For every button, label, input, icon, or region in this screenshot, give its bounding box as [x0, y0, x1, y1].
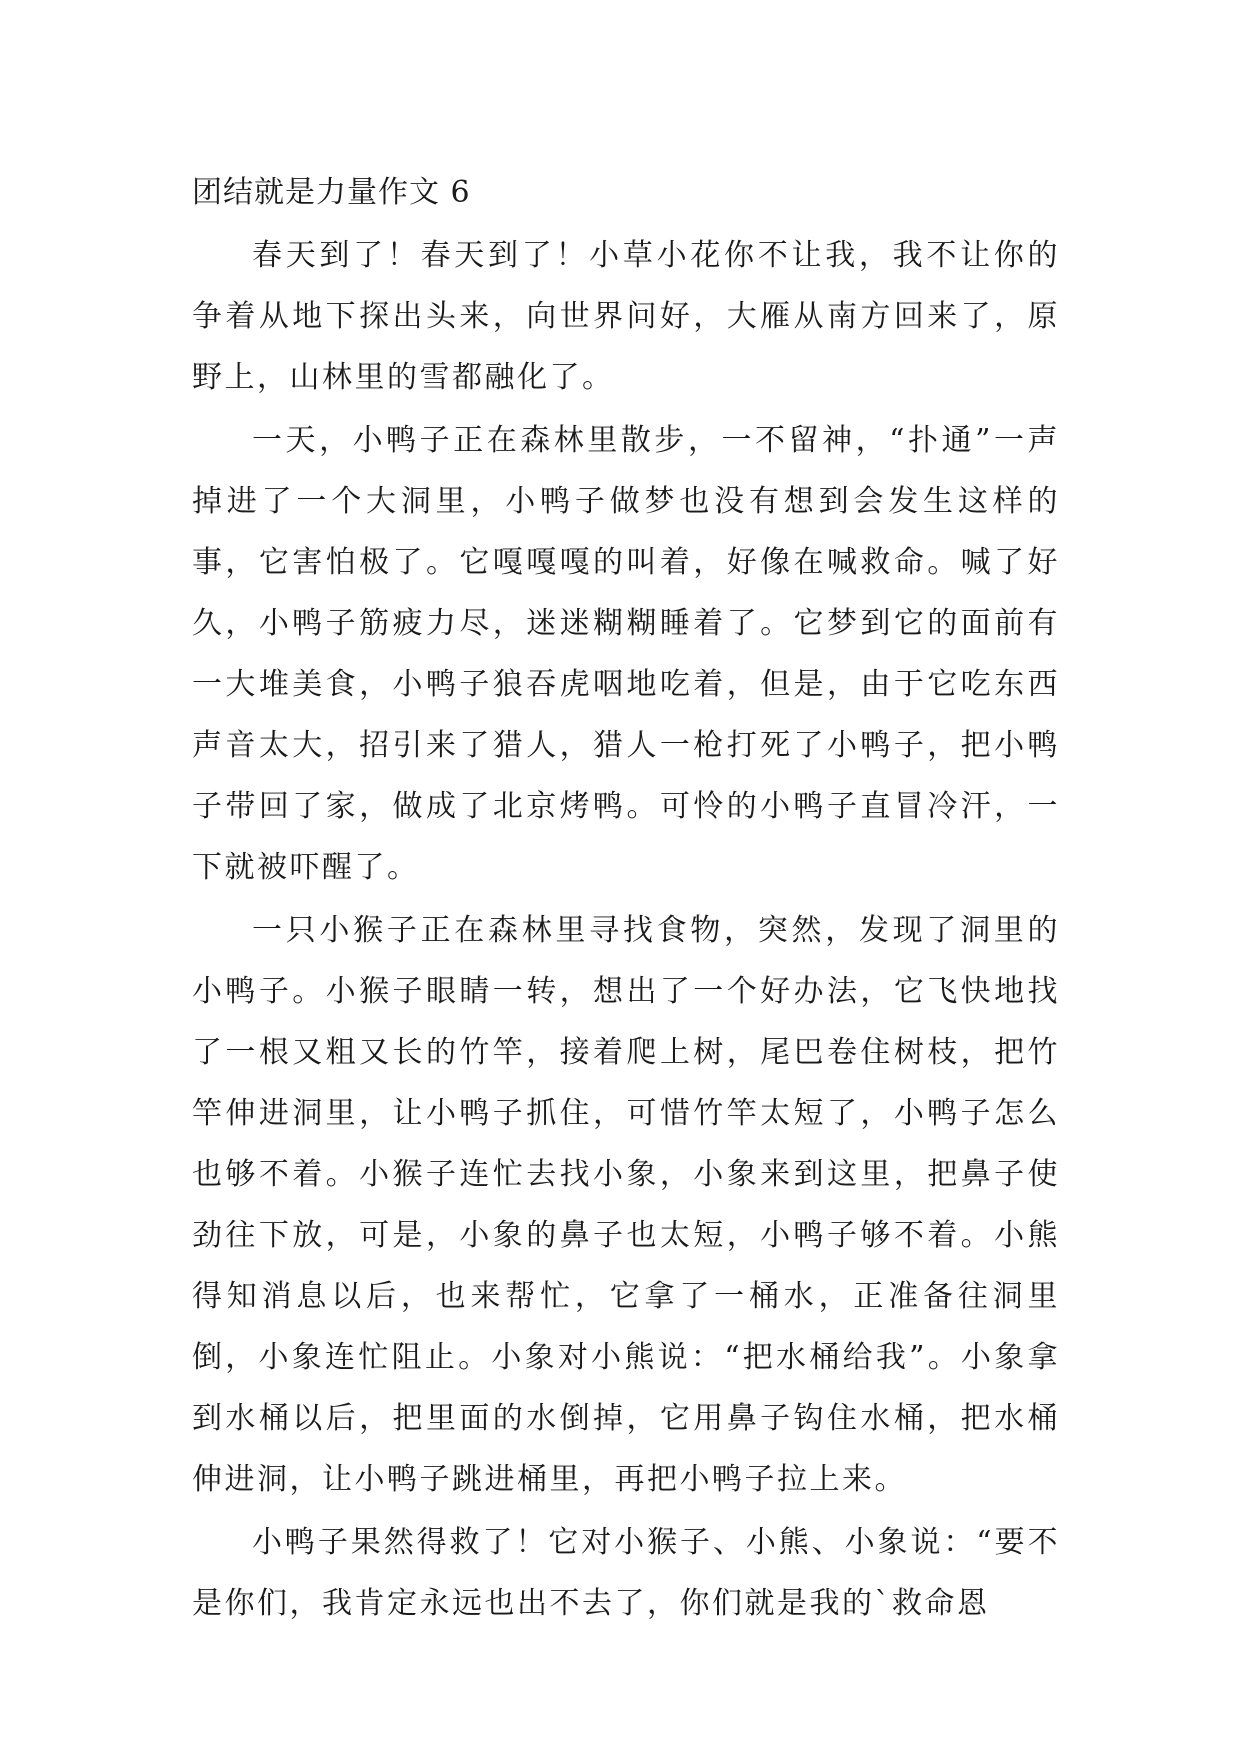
document-body	[192, 162, 1060, 1636]
paragraph-3: 一只小猴子正在森林里寻找食物，突然，发现了洞里的小鸭子。小猴子眼睛一转，想出了一个好办法，它飞快地找了一根又粗又长的竹竿，接着爬上树，尾巴卷住树枝，把竹竿伸进洞里，让小鸭子抓住，可惜竹竿太短了，小鸭子怎么也够不着。小猴子连忙去找小象，小象来到这里，把鼻子使劲往下放，可是，小象的鼻子也太短，小鸭子够不着。小熊得知消息以后，也来帮忙，它拿了一桶水，正准备往洞里倒，小象连忙阻止。小象对小熊说：“把水桶给我”。小象拿到水桶以后，把里面的水倒掉，它用鼻子钩住水桶，把水桶伸进洞，让小鸭子跳进桶里，再把小鸭子拉上来。	[192, 913, 1060, 1497]
document-title: 团结就是力量作文 6	[192, 175, 471, 210]
paragraph-4: 小鸭子果然得救了！它对小猴子、小熊、小象说：“要不是你们，我肯定永远也出不去了，你们就是我的`救命恩	[192, 1525, 1060, 1621]
paragraph-2: 一天，小鸭子正在森林里散步，一不留神，“扑通”一声掉进了一个大洞里，小鸭子做梦也没有想到会发生这样的事，它害怕极了。它嘎嘎嘎的叫着，好像在喊救命。喊了好久，小鸭子筋疲力尽，迷迷糊糊睡着了。它梦到它的面前有一大堆美食，小鸭子狼吞虎咽地吃着，但是，由于它吃东西声音太大，招引来了猎人，猎人一枪打死了小鸭子，把小鸭子带回了家，做成了北京烤鸭。可怜的小鸭子直冒冷汗，一下就被吓醒了。	[192, 423, 1060, 885]
paragraph-1: 春天到了！春天到了！小草小花你不让我，我不让你的争着从地下探出头来，向世界问好，大雁从南方回来了，原野上，山林里的雪都融化了。	[192, 238, 1060, 395]
